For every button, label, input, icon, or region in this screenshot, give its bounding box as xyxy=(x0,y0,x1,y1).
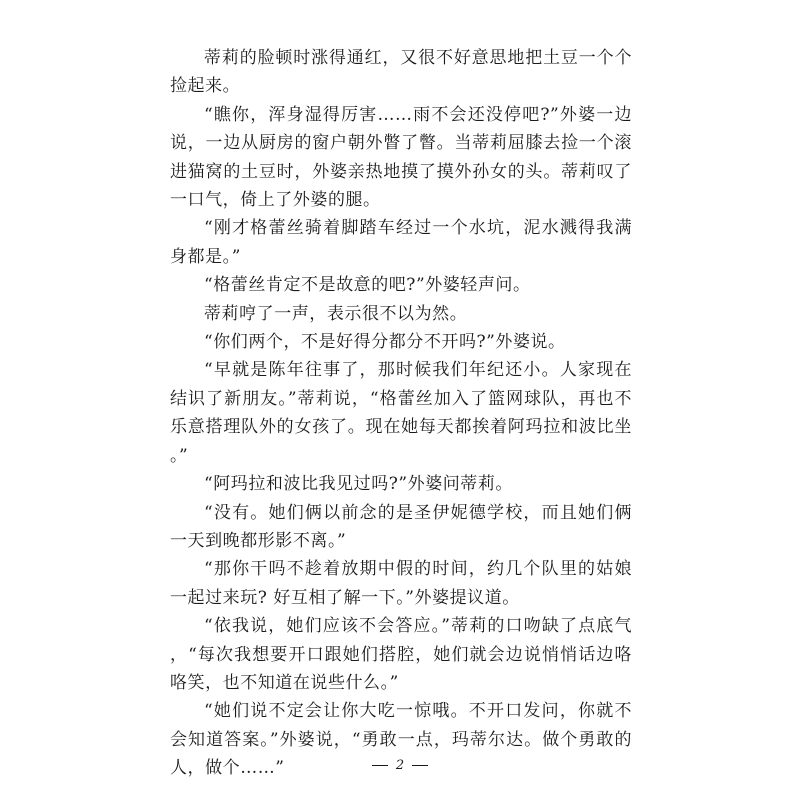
paragraph: “格蕾丝肯定不是故意的吧?”外婆轻声问。 xyxy=(204,275,531,296)
paragraph: “依我说，她们应该不会答应。”蒂莉的口吻缺了点底气，“每次我想要开口跟她们搭腔，她们就会边说悄悄话边咯咯笑，也不知道在说些什么。” xyxy=(170,616,632,693)
paragraph: “早就是陈年往事了，那时候我们年纪还小。人家现在结识了新朋友。”蒂莉说，“格蕾丝加入了篮网球队，再也不乐意搭理队外的女孩了。现在她每天都挨着阿玛拉和波比坐。” xyxy=(170,360,632,466)
paragraph: “你们两个，不是好得分都分不开吗?”外婆说。 xyxy=(204,332,566,353)
paragraph: “瞧你，浑身湿得厉害……雨不会还没停吧?”外婆一边说，一边从厨房的窗户朝外瞥了瞥。当蒂莉屈膝去捡一个滚进猫窝的土豆时，外婆亲热地摸了摸外孙女的头。蒂莉叹了一口气，倚上了外婆的腿。 xyxy=(170,104,632,211)
footer-dash-right xyxy=(412,765,428,766)
paragraph: “没有。她们俩以前念的是圣伊妮德学校，而且她们俩一天到晚都形影不离。” xyxy=(170,502,632,551)
page-footer xyxy=(0,758,800,773)
paragraph: “刚才格蕾丝骑着脚踏车经过一个水坑，泥水溅得我满身都是。” xyxy=(170,218,632,267)
paragraph: 蒂莉的脸顿时涨得通红，又很不好意思地把土豆一个个捡起来。 xyxy=(170,48,632,97)
paragraph: “那你干吗不趁着放期中假的时间，约几个队里的姑娘一起过来玩? 好互相了解一下。”外婆提议道。 xyxy=(170,559,632,608)
document-page xyxy=(170,44,632,783)
footer-dash-left xyxy=(372,765,388,766)
paragraph: 蒂莉哼了一声，表示很不以为然。 xyxy=(204,303,468,324)
page-number: 2 xyxy=(395,758,405,773)
paragraph: “她们说不定会让你大吃一惊哦。不开口发问，你就不会知道答案。”外婆说，“勇敢一点，玛蒂尔达。做个勇敢的人，做个……” xyxy=(170,701,632,779)
paragraph: “阿玛拉和波比我见过吗?”外婆问蒂莉。 xyxy=(204,474,513,495)
